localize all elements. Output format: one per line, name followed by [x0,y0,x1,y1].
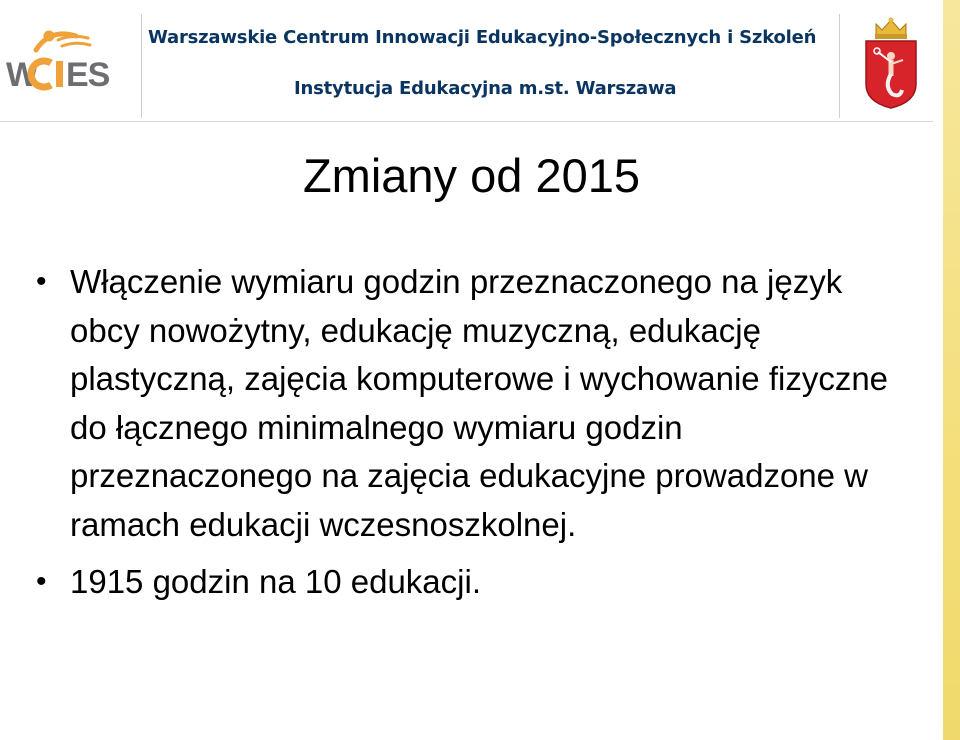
decorative-side-bar [943,0,960,740]
slide-title: Zmiany od 2015 [302,149,641,202]
svg-text:ES: ES [66,56,110,94]
bullet-list [36,258,916,607]
institution-subtitle: Instytucja Edukacyjna m.st. Warszawa [294,78,677,99]
slide-header [0,0,933,122]
warsaw-crest-icon [860,14,922,112]
institution-name: Warszawskie Centrum Innowacji Edukacyjno-Społecznych i Szkoleń [148,27,817,48]
logo-wordmark: W [6,56,38,94]
bullet-item: • Włączenie wymiaru godzin przeznaczonego na język obcy nowożytny, edukację muzyczną, edukację plastyczną, zajęcia komputerowe i wychowanie fizyczne do łącznego minimalnego wymiaru godzin przeznaczonego na zajęcia edukacyjne prowadzone w ramach edukacji wczesnoszkolnej. [36,258,916,549]
header-divider-right [839,14,840,118]
wcies-logo-graphic [6,14,124,106]
wcies-logo [6,14,124,106]
bullet-item: • 1915 godzin na 10 edukacji. [36,558,916,607]
header-divider-left [141,14,142,118]
